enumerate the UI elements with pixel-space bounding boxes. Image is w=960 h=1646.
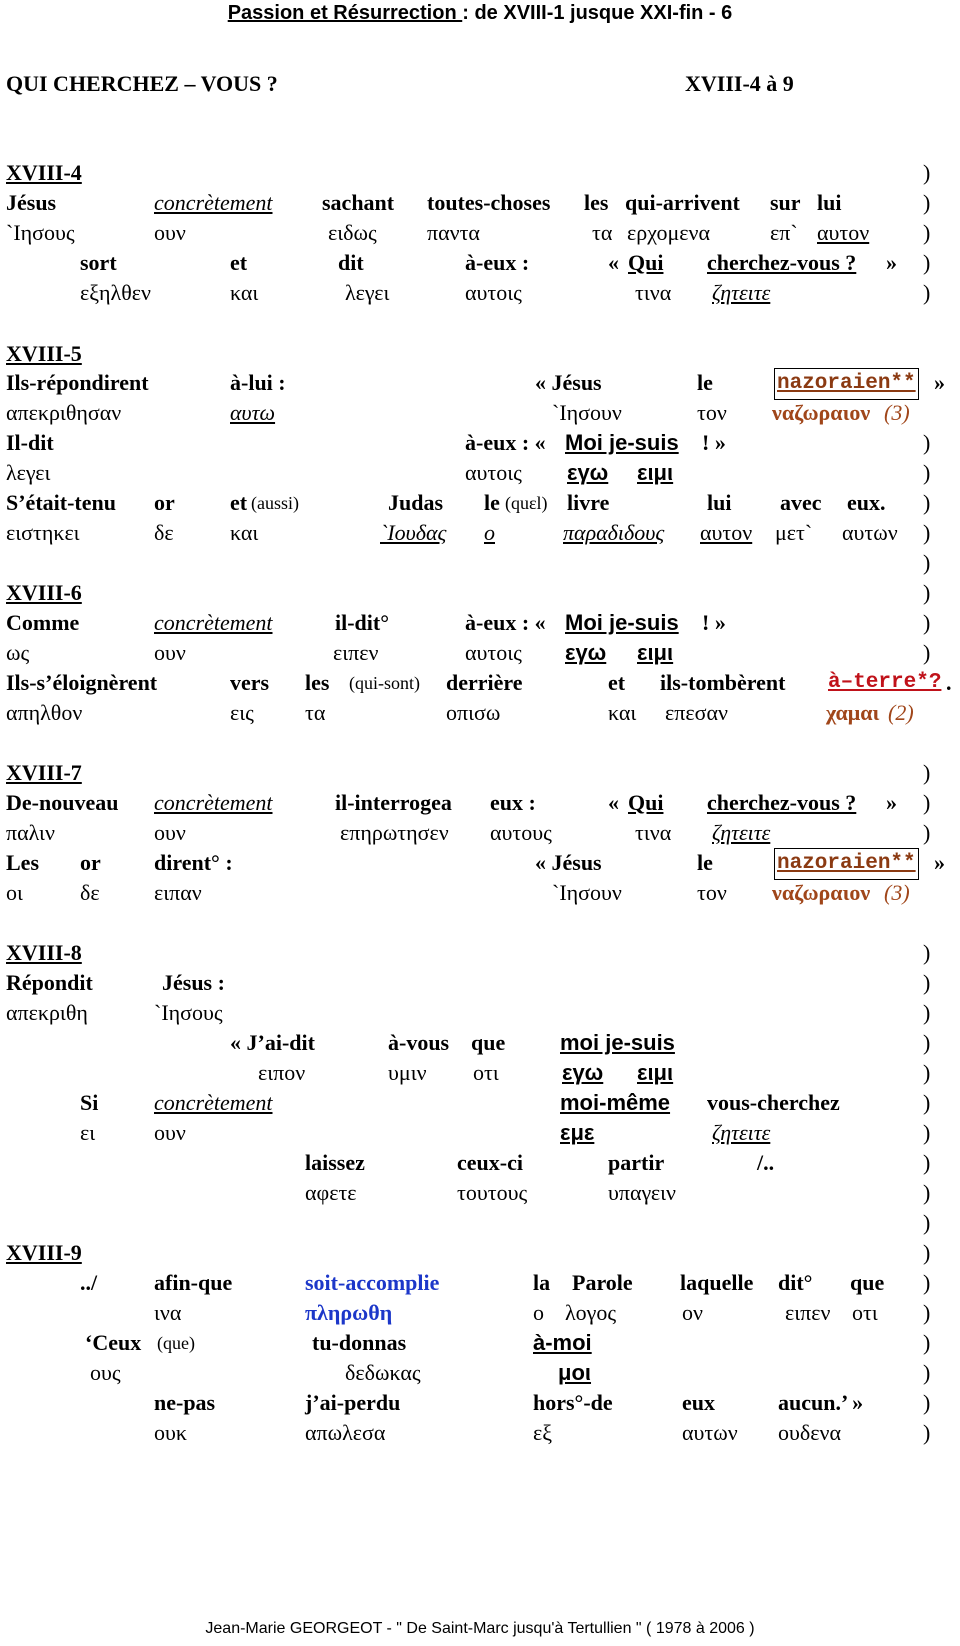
word: le <box>697 370 713 395</box>
margin-parenthesis: ) <box>923 1300 931 1325</box>
margin-parenthesis: ) <box>923 940 931 965</box>
text-line <box>0 458 960 488</box>
word: (qui-sont) <box>349 673 420 693</box>
word: tu-donnas <box>312 1330 407 1355</box>
text-line <box>0 548 960 578</box>
word: et <box>608 670 626 695</box>
margin-parenthesis: ) <box>923 160 931 185</box>
word: εξ <box>533 1420 553 1445</box>
text-line <box>0 818 960 848</box>
word: αυτοις <box>465 640 522 665</box>
word: ουδενα <box>778 1420 841 1445</box>
word: Répondit <box>6 970 93 995</box>
word: ον <box>682 1300 703 1325</box>
word: ειμι <box>637 1060 674 1085</box>
word: δε <box>154 520 174 545</box>
word: laissez <box>305 1150 365 1175</box>
word: eux <box>682 1390 715 1415</box>
word: αυτον <box>817 220 870 245</box>
word: ! » <box>702 610 726 635</box>
text-line <box>0 1358 960 1388</box>
word: απεκριθη <box>6 1000 88 1025</box>
word: (3) <box>884 400 910 425</box>
word: εγω <box>567 460 609 485</box>
word: επηρωτησεν <box>340 820 449 845</box>
text-line <box>0 938 960 968</box>
word: `Ιησους <box>6 220 75 245</box>
word: derrière <box>446 670 523 695</box>
text-line <box>0 638 960 668</box>
word: τα <box>305 700 326 725</box>
word: επεσαν <box>665 700 728 725</box>
margin-parenthesis: ) <box>923 1090 931 1115</box>
word: υπαγειν <box>608 1180 676 1205</box>
margin-parenthesis: ) <box>923 1180 931 1205</box>
word: ουν <box>154 640 186 665</box>
word: avec <box>780 490 822 515</box>
word: τουτους <box>457 1180 528 1205</box>
section-heading: XVIII-5 <box>6 341 82 366</box>
word: αυτον <box>700 520 753 545</box>
word: concrètement <box>154 790 273 815</box>
text-line <box>0 1238 960 1268</box>
word: ειπεν <box>333 640 379 665</box>
word: livre <box>567 490 610 515</box>
word: Qui <box>628 790 664 815</box>
text-line <box>0 758 960 788</box>
word: και <box>608 700 637 725</box>
word: cherchez-vous ? <box>707 790 857 815</box>
word: partir <box>608 1150 665 1175</box>
word: ειπεν <box>785 1300 831 1325</box>
margin-parenthesis: ) <box>923 490 931 515</box>
word: et <box>230 250 248 275</box>
word: απωλεσα <box>305 1420 386 1445</box>
document-title: QUI CHERCHEZ – VOUS ? <box>6 71 278 96</box>
word: à-lui : <box>230 370 286 395</box>
margin-parenthesis: ) <box>923 1240 931 1265</box>
word: ους <box>90 1360 121 1385</box>
word: ceux-ci <box>457 1150 523 1175</box>
word: δε <box>80 880 100 905</box>
text-line <box>0 278 960 308</box>
word: le <box>697 850 713 875</box>
word: επ` <box>770 220 798 245</box>
text-line <box>0 158 960 188</box>
word: Les <box>6 850 39 875</box>
word: τινα <box>635 280 672 305</box>
margin-parenthesis: ) <box>923 580 931 605</box>
word: λεγει <box>345 280 390 305</box>
text-line <box>0 398 960 428</box>
margin-parenthesis: ) <box>923 1150 931 1175</box>
word: vers <box>230 670 270 695</box>
word: ουν <box>154 820 186 845</box>
word: il-interrogea <box>335 790 452 815</box>
word: ειπαν <box>154 880 202 905</box>
word: ουν <box>154 1120 186 1145</box>
section-heading: XVIII-4 <box>6 160 82 185</box>
text-line <box>0 668 960 698</box>
word: laquelle <box>680 1270 754 1295</box>
word: εξηλθεν <box>80 280 151 305</box>
word: concrètement <box>154 610 273 635</box>
word: sachant <box>322 190 395 215</box>
word: nazoraien** <box>774 848 919 880</box>
margin-parenthesis: ) <box>923 460 931 485</box>
word: moi-même <box>560 1090 671 1115</box>
text-line <box>0 1328 960 1358</box>
margin-parenthesis: ) <box>923 1360 931 1385</box>
margin-parenthesis: ) <box>923 970 931 995</box>
word: ειπον <box>258 1060 306 1085</box>
word: λογος <box>565 1300 617 1325</box>
word: Judas <box>388 490 444 515</box>
word: μετ` <box>775 520 813 545</box>
word: aucun.’ » <box>778 1390 864 1415</box>
header-title: Passion et Résurrection <box>227 2 463 24</box>
word: » <box>934 850 945 875</box>
word: παραδιδους <box>563 520 665 545</box>
margin-parenthesis: ) <box>923 820 931 845</box>
margin-parenthesis: ) <box>923 220 931 245</box>
word: lui <box>707 490 732 515</box>
word: πληρωθη <box>305 1300 393 1325</box>
word: Si <box>80 1090 99 1115</box>
word: dit° <box>778 1270 813 1295</box>
word: S’était-tenu <box>6 490 116 515</box>
word: αφετε <box>305 1180 357 1205</box>
word: ναζωραιον <box>772 400 871 425</box>
word: Moi je-suis <box>565 430 679 455</box>
text-line <box>0 1418 960 1448</box>
word: τα <box>592 220 613 245</box>
word: `Ιησους <box>154 1000 223 1025</box>
margin-parenthesis: ) <box>923 790 931 815</box>
word: Ils-s’éloignèrent <box>6 670 158 695</box>
text-line <box>0 1088 960 1118</box>
page-header <box>0 0 960 28</box>
word: à-eux : « <box>465 610 546 635</box>
text-line <box>0 1028 960 1058</box>
word: Moi je-suis <box>565 610 679 635</box>
word: παλιν <box>6 820 55 845</box>
word: les <box>305 670 330 695</box>
text-line <box>0 218 960 248</box>
text-line <box>0 428 960 458</box>
text-line <box>0 1268 960 1298</box>
margin-parenthesis: ) <box>923 1330 931 1355</box>
page-footer: Jean-Marie GEORGEOT - " De Saint-Marc jusqu'à Tertullien " ( 1978 à 2006 ) <box>205 1620 755 1637</box>
word: ινα <box>154 1300 182 1325</box>
word: . <box>946 670 952 695</box>
margin-parenthesis: ) <box>923 640 931 665</box>
section-heading: XVIII-9 <box>6 1240 82 1265</box>
word: ‘Ceux <box>85 1330 142 1355</box>
text-line <box>0 1178 960 1208</box>
margin-parenthesis: ) <box>923 1030 931 1055</box>
word: ναζωραιον <box>772 880 871 905</box>
word: j’ai-perdu <box>305 1390 401 1415</box>
text-line <box>0 1208 960 1238</box>
word: χαμαι <box>826 700 880 725</box>
word: sort <box>80 250 117 275</box>
text-line <box>0 1298 960 1328</box>
section-heading: XVIII-8 <box>6 940 82 965</box>
word: αυτοις <box>465 280 522 305</box>
word: ζητειτε <box>712 820 771 845</box>
word: ! » <box>702 430 726 455</box>
margin-parenthesis: ) <box>923 550 931 575</box>
word: `Ιουδας <box>380 520 447 545</box>
word: Qui <box>628 250 664 275</box>
word: ουκ <box>154 1420 187 1445</box>
margin-parenthesis: ) <box>923 610 931 635</box>
word: concrètement <box>154 1090 273 1115</box>
word: Comme <box>6 610 80 635</box>
word: οτι <box>473 1060 499 1085</box>
word: `Ιησουν <box>552 400 622 425</box>
section-heading: XVIII-6 <box>6 580 82 605</box>
text-line <box>0 578 960 608</box>
word: οι <box>6 880 23 905</box>
word: και <box>230 520 259 545</box>
margin-parenthesis: ) <box>923 280 931 305</box>
margin-parenthesis: ) <box>923 520 931 545</box>
word: λεγει <box>6 460 51 485</box>
text-line <box>0 339 960 369</box>
text-line <box>0 1388 960 1418</box>
word: et <box>230 490 248 515</box>
word: à-eux : <box>465 250 530 275</box>
word: εγω <box>565 640 607 665</box>
word: ερχομενα <box>627 220 711 245</box>
word: /.. <box>757 1150 775 1175</box>
word: εγω <box>562 1060 604 1085</box>
text-line <box>0 248 960 278</box>
word: απηλθον <box>6 700 83 725</box>
word: il-dit° <box>335 610 390 635</box>
margin-parenthesis: ) <box>923 1000 931 1025</box>
word: οπισω <box>446 700 501 725</box>
word: απεκριθησαν <box>6 400 122 425</box>
word: soit-accomplie <box>305 1270 440 1295</box>
word: τινα <box>635 820 672 845</box>
word: τον <box>697 400 727 425</box>
text-line <box>0 698 960 728</box>
margin-parenthesis: ) <box>923 1390 931 1415</box>
word: ουν <box>154 220 186 245</box>
word: Il-dit <box>6 430 54 455</box>
word: αυτω <box>230 400 276 425</box>
word: (aussi) <box>251 493 299 513</box>
word: Parole <box>572 1270 633 1295</box>
text-line <box>0 368 960 398</box>
word: « <box>608 790 619 815</box>
word: eux. <box>847 490 886 515</box>
word: à-vous <box>388 1030 450 1055</box>
text-line <box>0 788 960 818</box>
margin-parenthesis: ) <box>923 1420 931 1445</box>
word: ειμι <box>637 640 674 665</box>
word: ως <box>6 640 30 665</box>
word: sur <box>770 190 801 215</box>
word: ο <box>533 1300 544 1325</box>
word: « Jésus <box>535 850 602 875</box>
word: De-nouveau <box>6 790 119 815</box>
word: que <box>471 1030 506 1055</box>
word: vous-cherchez <box>707 1090 840 1115</box>
word: la <box>533 1270 551 1295</box>
word: » <box>886 790 897 815</box>
word: ο <box>484 520 495 545</box>
word: or <box>154 490 175 515</box>
word: ειμι <box>637 460 674 485</box>
word: ζητειτε <box>712 1120 771 1145</box>
text-line <box>0 878 960 908</box>
margin-parenthesis: ) <box>923 760 931 785</box>
word: ils-tombèrent <box>660 670 786 695</box>
word: και <box>230 280 259 305</box>
word: παντα <box>427 220 480 245</box>
word: lui <box>817 190 842 215</box>
word: υμιν <box>388 1060 427 1085</box>
text-line <box>0 188 960 218</box>
word: (3) <box>884 880 910 905</box>
word: ειστηκει <box>6 520 80 545</box>
word: μοι <box>558 1360 592 1385</box>
text-line <box>0 1118 960 1148</box>
word: ει <box>80 1120 96 1145</box>
word: ζητειτε <box>712 280 771 305</box>
word: « J’ai-dit <box>230 1030 315 1055</box>
word: eux : <box>490 790 536 815</box>
word: à–terre*? <box>828 671 942 694</box>
word: moi je-suis <box>560 1030 675 1055</box>
text-line <box>0 848 960 878</box>
word: `Ιησουν <box>552 880 622 905</box>
word: concrètement <box>154 190 273 215</box>
margin-parenthesis: ) <box>923 1120 931 1145</box>
word: Ils-répondirent <box>6 370 149 395</box>
word: le <box>484 490 500 515</box>
word: (quεl) <box>505 493 548 513</box>
text-line <box>0 488 960 518</box>
word: Jésus <box>6 190 57 215</box>
word: αυτων <box>842 520 898 545</box>
word: Jésus : <box>162 970 225 995</box>
document-reference: XVIII-4 à 9 <box>685 71 794 96</box>
margin-parenthesis: ) <box>923 190 931 215</box>
margin-parenthesis: ) <box>923 1210 931 1235</box>
word: (que) <box>157 1333 195 1353</box>
word: » <box>886 250 897 275</box>
margin-parenthesis: ) <box>923 430 931 455</box>
word: cherchez-vous ? <box>707 250 857 275</box>
word: « <box>608 250 619 275</box>
word: dirent° : <box>154 850 233 875</box>
word: εμε <box>560 1120 595 1145</box>
word: οτι <box>852 1300 878 1325</box>
word: à-moi <box>533 1330 592 1355</box>
text-line <box>0 968 960 998</box>
word: à-eux : « <box>465 430 546 455</box>
text-line <box>0 1148 960 1178</box>
word: τον <box>697 880 727 905</box>
word: nazoraien** <box>774 368 919 400</box>
word: les <box>584 190 609 215</box>
text-line <box>0 608 960 638</box>
margin-parenthesis: ) <box>923 1060 931 1085</box>
word: ειδως <box>328 220 377 245</box>
text-line <box>0 1058 960 1088</box>
word: toutes-choses <box>427 190 551 215</box>
word: afin-que <box>154 1270 233 1295</box>
word: αυτους <box>490 820 552 845</box>
text-line <box>0 998 960 1028</box>
word: dit <box>338 250 364 275</box>
section-heading: XVIII-7 <box>6 760 82 785</box>
word: qui-arrivent <box>625 190 740 215</box>
text-line <box>0 518 960 548</box>
word: αυτοις <box>465 460 522 485</box>
header-subtitle: : de XVIII-1 jusque XXI-fin - 6 <box>462 2 733 24</box>
margin-parenthesis: ) <box>923 1270 931 1295</box>
word: αυτων <box>682 1420 738 1445</box>
word: (2) <box>888 700 914 725</box>
word: » <box>934 370 945 395</box>
word: ne-pas <box>154 1390 216 1415</box>
word: que <box>850 1270 885 1295</box>
word: hors°-de <box>533 1390 613 1415</box>
word: δεδωκας <box>345 1360 421 1385</box>
word: εις <box>230 700 254 725</box>
margin-parenthesis: ) <box>923 250 931 275</box>
word: ../ <box>80 1270 98 1295</box>
word: or <box>80 850 101 875</box>
word: « Jésus <box>535 370 602 395</box>
